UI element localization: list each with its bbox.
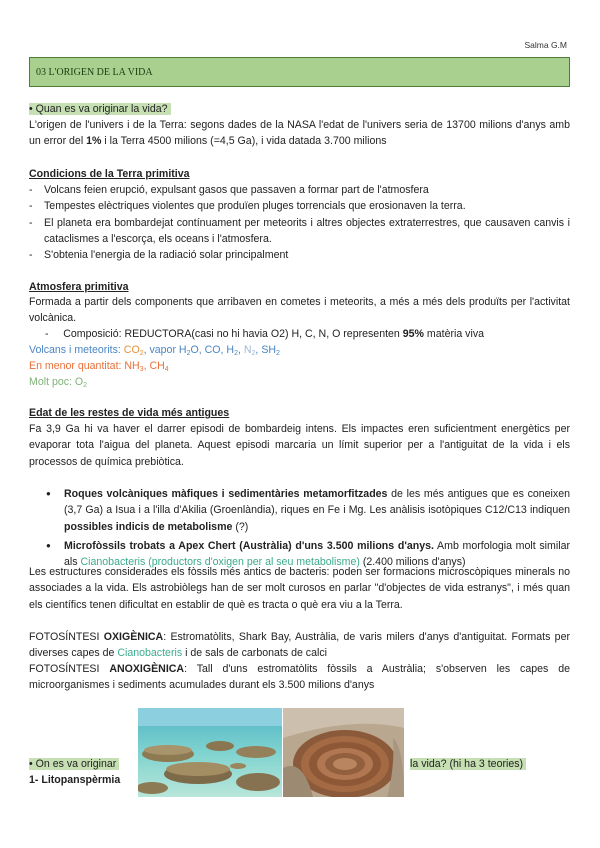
trace-gases-label: Molt poc: O [29,376,84,388]
gas-co-h2: , CO, H [198,344,235,356]
oxygenic-photosynthesis: FOTOSÍNTESI OXIGÈNICA: Estromatòlits, Shark Bay, Austràlia, de varis milers d'anys d'antiguitat. Formats per diverses capes de Cianobacteris i de sals de carbonats de calci [29,631,570,660]
atmosphere-composition: - Composició: REDUCTORA(casi no hi havia O2) H, C, N, O representen 95% matèria viva [45,328,485,340]
gas-n2: $N_2$ [243,344,256,357]
conditions-item: - Tempestes elèctriques violentes que produïen pluges torrencials que erosionaven la terra. [29,198,570,214]
question-when [29,101,570,117]
atmosphere-intro: Formada a partir dels components que arribaven en cometes i meteorits, a més a més dels produïts per l'activitat volcànica. [29,296,570,325]
anoxygenic-photosynthesis: FOTOSÍNTESI ANOXIGÈNICA: Tall d'uns estromatòlits fòssils a Austràlia; s'observen les capes de microorganismes i sediments acumulades durant els 3.500 milions d'anys [29,663,570,692]
conditions-item: - Volcans feien erupció, expulsant gasos que passaven a formar part de l'atmosfera [29,182,570,198]
conditions-heading: Condicions de la Terra primitiva [29,168,190,180]
question-where-right: la vida? (hi ha 3 teories) [410,756,526,772]
answer-when-a: L'origen de l'univers i de la Terra: segons dades de la NASA l'edat de l'univers seria de 13700 milions d'anys amb un error del [29,119,570,148]
fossils-item-microfossils: ● Microfòssils trobats a Apex Chert (Austràlia) d'uns 3.500 milions d'anys. Amb morfologia molt similar als Cianobacteris (productors d'oxigen per al seu metabolisme) (2.400 milions d'anys) [29,538,570,571]
gas-vapor-o: O [190,344,199,356]
answer-when-c: i la Terra 4500 milions (=4,5 Ga), i vida datada 3.700 milions [101,135,387,148]
fossils-item-rocks: ● Roques volcàniques màfiques i sedimentàries metamorfitzades de les més antigues que es coneixen (3,7 Ga) a Isua i a l'illa d'Akilia (Groenlàndia), riques en Fe i Mg. Les anàlisis isotòpiques C12/C13 indiquen possibles indicis de metabolisme (?) [29,486,570,535]
fossil-stromatolite-section-image [283,708,404,797]
gas-vapor: , vapor H [143,344,187,356]
atmosphere-heading: Atmosfera primitiva [29,281,129,293]
composition-end: matèria viva [423,328,485,340]
question-where [29,756,119,772]
stromatolites-shark-bay-image [138,708,282,797]
fossils-list [29,486,570,570]
section-title: 03 L'ORIGEN DE LA VIDA [29,57,570,87]
volcanic-gases-label: Volcans i meteorits: [29,344,124,356]
minor-gases-label: En menor quantitat: NH [29,360,140,372]
fossils-intro: Fa 3,9 Ga hi va haver el darrer episodi de bombardeig intens. Els impactes eren suficientment energètics per evaporar tota l'aigua del planeta. Aquest episodi marcaria un límit superior per a l'antiguitat de la vida i els processos de química prebiòtica. [29,423,570,468]
conditions-item: - S'obtenia l'energia de la radiació solar principalment [29,247,570,263]
question-where-left: • On es va originar [29,758,119,770]
theory-litopanspermia: 1- Litopanspèrmia [29,774,121,786]
answer-when-percent: 1% [86,135,102,148]
fossils-outro: Les estructures considerades els fòssils més antics de bacteris: poden ser formacions microscòpiques minerals no associades a la vida. Els astrobiòlegs han de ser molt curosos en parlar "d'objectes de vida estranys", i més quan els científics tenen dificultat en establir de què es tracta o què era viu a la Terra. [29,566,570,611]
fossils-heading: Edat de les restes de vida més antigues [29,407,230,419]
trace-gases: Molt poc: $O_2$ [29,376,88,389]
gas-sh2: $SH_2$ [261,344,280,357]
composition-text: Composició: REDUCTORA(casi no hi havia O2) H, C, N, O representen [63,328,403,340]
conditions-item: - El planeta era bombardejat contínuament per meteorits i altres objectes extraterrestres, que causaven canvis i cataclismes a l'escorça, els oceans i l'atmosfera. [29,215,570,248]
volcanic-gases: Volcans i meteorits: $CO_2$, vapor $H_2O$, CO, $H_2$, $N_2$, $SH_2$ [29,344,280,357]
author-name: Salma G.M [524,40,567,50]
minor-gases: En menor quantitat: $NH_3$, $CH_4$ [29,360,169,373]
question-when-text: • Quan es va originar la vida? [29,103,171,115]
minor-gases-ch: , CH [143,360,165,372]
conditions-list [29,182,570,263]
composition-percent: 95% [402,328,424,340]
gas-co2: $CO_2$ [123,344,144,357]
answer-when [29,117,570,150]
